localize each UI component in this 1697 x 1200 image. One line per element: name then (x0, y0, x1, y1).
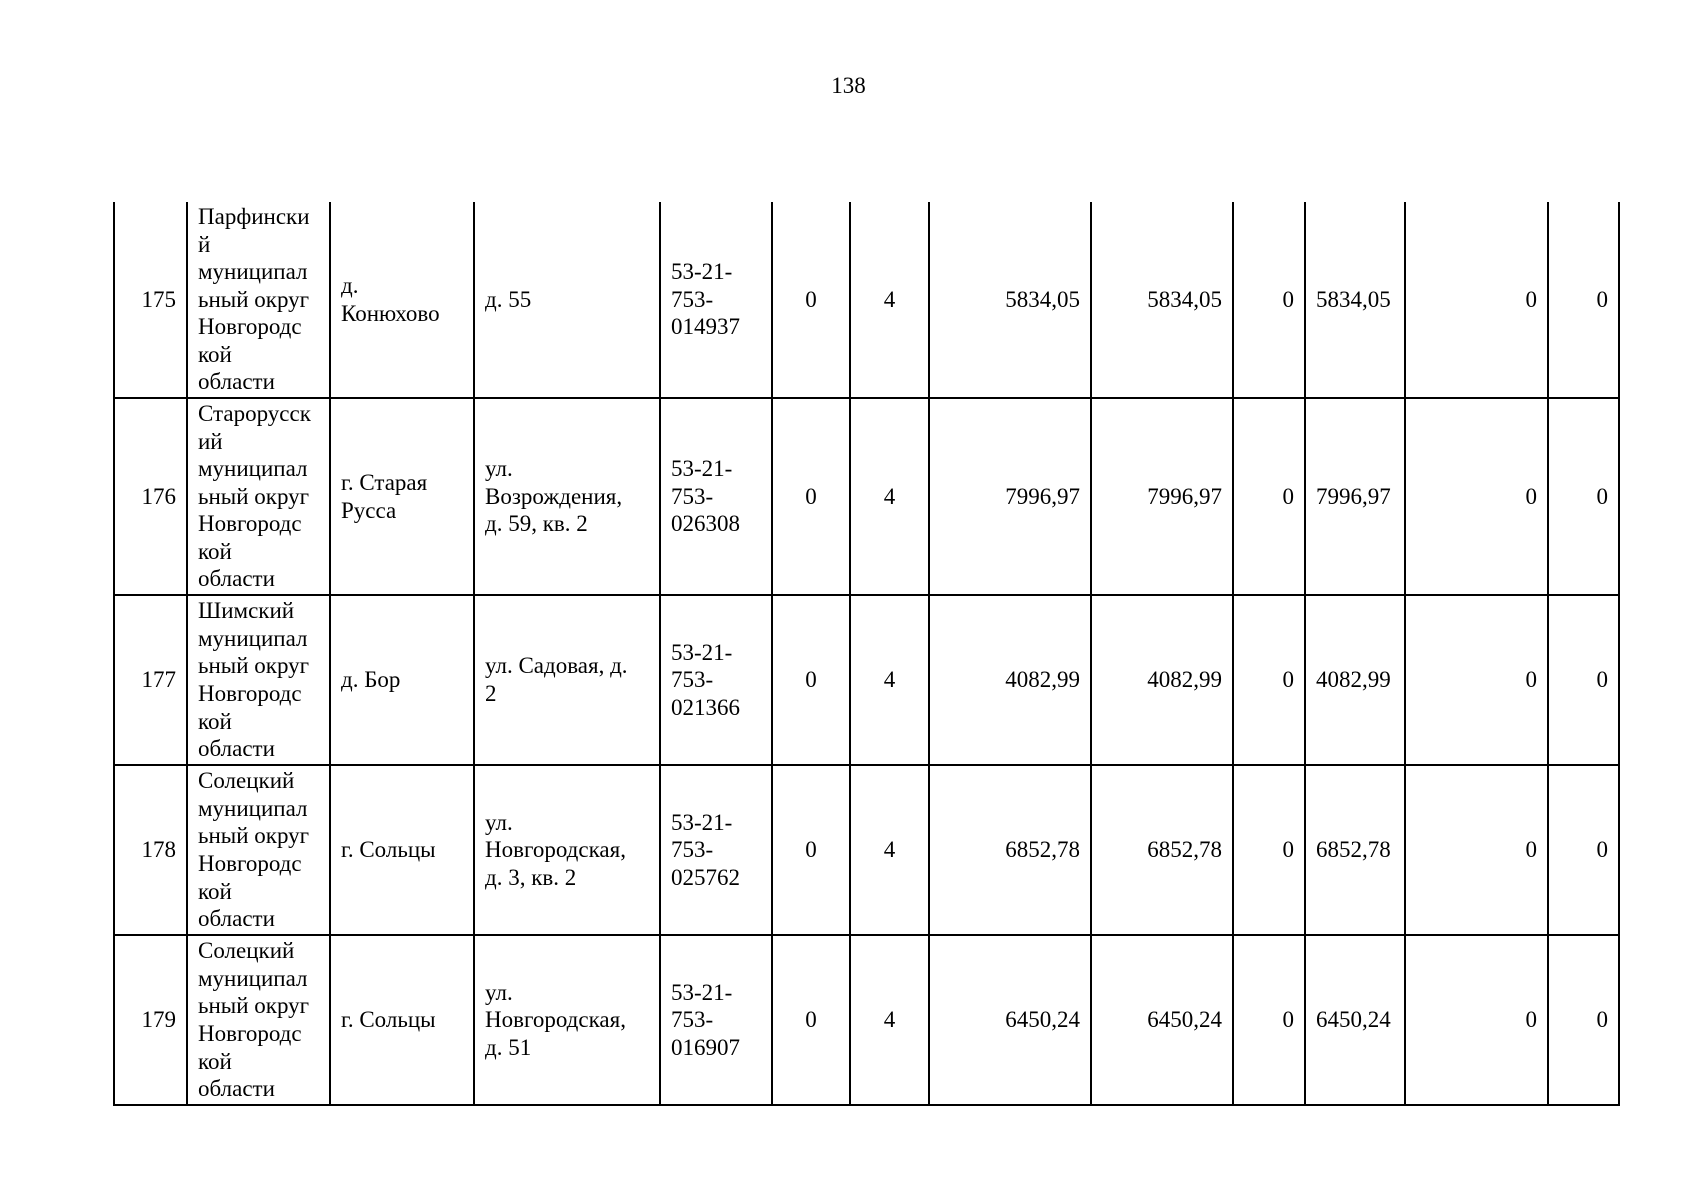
table-row (114, 765, 1619, 935)
cell-col-1: 0 (772, 935, 850, 1105)
cell-district-line: области (198, 369, 275, 395)
cell-col-3: 7996,97 (929, 398, 1091, 595)
cell-district-line: Солецкий (198, 938, 295, 964)
cell-address-line: Новгородская, (485, 837, 626, 863)
cell-settlement (330, 595, 474, 765)
cell-col-3: 4082,99 (929, 595, 1091, 765)
cell-district-line: муниципал (198, 625, 308, 651)
cell-col-3: 6450,24 (929, 935, 1091, 1105)
cell-address-line: ул. (485, 979, 513, 1005)
cell-col-2: 4 (850, 595, 929, 765)
cell-district-line: муниципал (198, 965, 308, 991)
table-body (114, 202, 1619, 1105)
cell-code-line: 53-21- (671, 456, 733, 482)
cell-district-line: Новгородс (198, 1021, 302, 1046)
cell-code-line: 753- (671, 837, 714, 863)
cell-col-4: 6852,78 (1091, 765, 1233, 935)
table-row (114, 398, 1619, 595)
cell-district (187, 398, 330, 595)
cell-col-5: 0 (1233, 202, 1305, 398)
cell-index: 177 (114, 595, 187, 765)
cell-col-4: 6450,24 (1091, 935, 1233, 1105)
cell-col-5: 0 (1233, 398, 1305, 595)
cell-col-2: 4 (850, 202, 929, 398)
cell-col-4: 4082,99 (1091, 595, 1233, 765)
cell-address (474, 935, 660, 1105)
cell-col-1: 0 (772, 765, 850, 935)
cell-col-7: 0 (1405, 398, 1548, 595)
cell-col-1: 0 (772, 398, 850, 595)
cell-col-1: 0 (772, 202, 850, 398)
cell-col-4: 7996,97 (1091, 398, 1233, 595)
cell-settlement-line: г. Старая (341, 469, 428, 495)
cell-col-6: 4082,99 (1305, 595, 1405, 765)
cell-settlement-line: Конюхово (341, 300, 440, 326)
cell-code-line: 53-21- (671, 809, 733, 835)
cell-col-3: 6852,78 (929, 765, 1091, 935)
cell-district-line: муниципал (198, 259, 308, 285)
cell-col-6: 5834,05 (1305, 202, 1405, 398)
cell-district-line: Парфински (198, 203, 310, 229)
cell-code (660, 202, 772, 398)
cell-col-5: 0 (1233, 765, 1305, 935)
cell-district-line: й (198, 231, 211, 257)
cell-code-line: 016907 (671, 1034, 740, 1060)
cell-col-8: 0 (1548, 595, 1619, 765)
cell-district (187, 935, 330, 1105)
cell-district (187, 202, 330, 398)
cell-address-line: д. 59, кв. 2 (485, 511, 588, 537)
cell-address-line: д. 55 (485, 286, 532, 312)
cell-code-line: 021366 (671, 694, 740, 720)
cell-district-line: области (198, 1076, 275, 1102)
cell-district-line: кой (198, 538, 232, 564)
cell-district-line: ий (198, 428, 223, 454)
cell-address-line: 2 (485, 681, 497, 706)
cell-address-line: ул. (485, 456, 513, 482)
cell-district-line: кой (198, 341, 232, 367)
cell-code-line: 014937 (671, 314, 740, 340)
cell-district-line: области (198, 736, 275, 762)
cell-address (474, 202, 660, 398)
cell-settlement-line: г. Сольцы (341, 837, 436, 863)
cell-settlement (330, 202, 474, 398)
cell-district-line: области (198, 906, 275, 932)
cell-col-8: 0 (1548, 202, 1619, 398)
cell-address (474, 595, 660, 765)
cell-col-6: 7996,97 (1305, 398, 1405, 595)
cell-col-2: 4 (850, 765, 929, 935)
cell-district-line: Шимский (198, 598, 295, 624)
cell-code-line: 53-21- (671, 639, 733, 665)
cell-index: 176 (114, 398, 187, 595)
cell-district-line: ьный округ (198, 653, 310, 679)
cell-col-7: 0 (1405, 765, 1548, 935)
cell-code-line: 753- (671, 286, 714, 312)
cell-district-line: Солецкий (198, 768, 295, 794)
records-table (113, 202, 1620, 1106)
cell-settlement-line: д. (341, 272, 359, 298)
cell-settlement (330, 935, 474, 1105)
cell-address-line: д. 51 (485, 1034, 532, 1060)
cell-district-line: ьный округ (198, 286, 310, 312)
cell-col-7: 0 (1405, 202, 1548, 398)
cell-address-line: Возрождения, (485, 483, 623, 509)
cell-col-6: 6450,24 (1305, 935, 1405, 1105)
cell-code-line: 53-21- (671, 979, 733, 1005)
cell-district-line: кой (198, 708, 232, 734)
cell-district-line: ьный округ (198, 823, 310, 849)
cell-code-line: 753- (671, 483, 714, 509)
cell-index: 178 (114, 765, 187, 935)
cell-address-line: Новгородская, (485, 1007, 626, 1033)
cell-address-line: ул. (485, 809, 513, 835)
page-number: 138 (831, 73, 866, 98)
cell-col-7: 0 (1405, 595, 1548, 765)
cell-settlement (330, 765, 474, 935)
cell-col-2: 4 (850, 398, 929, 595)
cell-address-line: д. 3, кв. 2 (485, 864, 577, 890)
cell-col-1: 0 (772, 595, 850, 765)
cell-district-line: области (198, 566, 275, 592)
cell-district-line: кой (198, 878, 232, 904)
cell-district-line: ьный округ (198, 483, 310, 509)
cell-code-line: 53-21- (671, 259, 733, 285)
cell-col-8: 0 (1548, 935, 1619, 1105)
table-row (114, 202, 1619, 398)
cell-col-6: 6852,78 (1305, 765, 1405, 935)
cell-code-line: 025762 (671, 864, 740, 890)
table-row (114, 595, 1619, 765)
cell-settlement-line: г. Сольцы (341, 1007, 436, 1033)
cell-col-8: 0 (1548, 765, 1619, 935)
cell-district-line: Новгородс (198, 851, 302, 876)
cell-district-line: муниципал (198, 456, 308, 482)
cell-code (660, 595, 772, 765)
cell-code (660, 398, 772, 595)
cell-col-8: 0 (1548, 398, 1619, 595)
cell-code (660, 935, 772, 1105)
cell-district-line: Новгородс (198, 314, 302, 340)
cell-district-line: ьный округ (198, 993, 310, 1019)
cell-col-5: 0 (1233, 595, 1305, 765)
cell-code-line: 026308 (671, 511, 740, 537)
cell-col-7: 0 (1405, 935, 1548, 1105)
cell-settlement (330, 398, 474, 595)
cell-address-line: ул. Садовая, д. (485, 653, 628, 679)
cell-district-line: муниципал (198, 795, 308, 821)
cell-code-line: 753- (671, 1007, 714, 1033)
cell-district-line: кой (198, 1048, 232, 1074)
cell-settlement-line: д. Бор (341, 667, 401, 693)
cell-district-line: Новгородс (198, 511, 302, 537)
cell-district (187, 765, 330, 935)
cell-district-line: Новгородс (198, 681, 302, 706)
cell-col-2: 4 (850, 935, 929, 1105)
cell-col-4: 5834,05 (1091, 202, 1233, 398)
table-row (114, 935, 1619, 1105)
cell-index: 175 (114, 202, 187, 398)
cell-col-3: 5834,05 (929, 202, 1091, 398)
cell-district (187, 595, 330, 765)
cell-col-5: 0 (1233, 935, 1305, 1105)
cell-index: 179 (114, 935, 187, 1105)
cell-code (660, 765, 772, 935)
cell-address (474, 765, 660, 935)
cell-code-line: 753- (671, 667, 714, 693)
cell-settlement-line: Русса (341, 497, 397, 523)
cell-district-line: Старорусск (198, 400, 311, 426)
cell-address (474, 398, 660, 595)
